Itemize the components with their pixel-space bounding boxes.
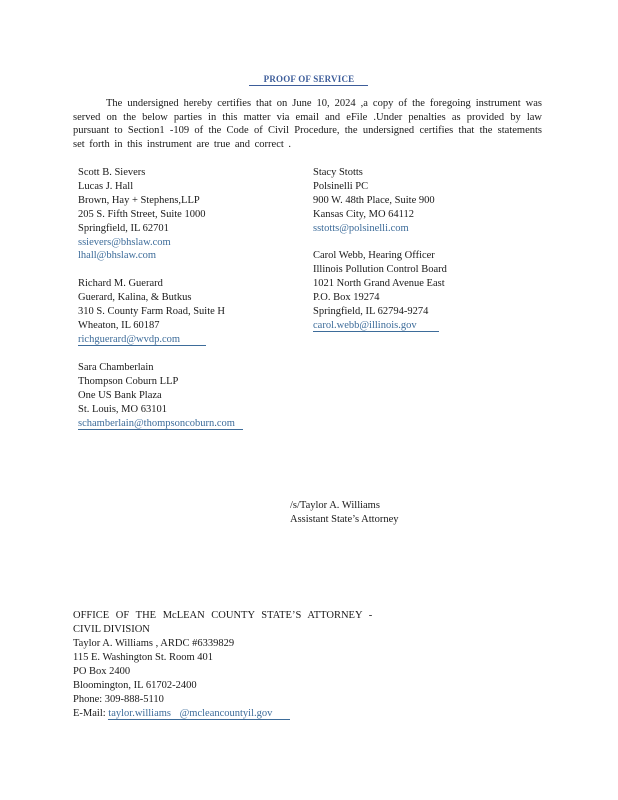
party-email-link[interactable]: schamberlain@thompsoncoburn.com	[78, 418, 243, 430]
party-line: Carol Webb, Hearing Officer	[313, 250, 435, 261]
signature-name: /s/Taylor A. Williams	[290, 500, 380, 511]
office-street: 115 E. Washington St. Room 401	[73, 652, 214, 663]
party-line: Richard M. Guerard	[78, 278, 163, 289]
party-line: Scott B. Sievers	[78, 167, 146, 178]
party-email-link[interactable]: lhall@bhslaw.com	[78, 250, 157, 262]
party-line: Kansas City, MO 64112	[313, 208, 415, 220]
party-line: 205 S. Fifth Street, Suite 1000	[78, 208, 206, 220]
party-line: 310 S. County Farm Road, Suite H	[78, 305, 226, 317]
document-title: PROOF OF SERVICE	[263, 74, 355, 84]
party-line: Guerard, Kalina, & Butkus	[78, 291, 192, 303]
party-block-webb	[313, 249, 447, 332]
party-line: Wheaton, IL 60187	[78, 319, 160, 331]
party-block-guerard	[78, 277, 225, 347]
party-email-link[interactable]: sstotts@polsinelli.com	[313, 222, 409, 234]
party-line: 1021 North Grand Avenue East	[313, 277, 445, 289]
party-line: Springfield, IL 62794-9274	[313, 305, 429, 317]
party-line: Thompson Coburn LLP	[78, 375, 179, 387]
office-email-label: E-Mail:	[73, 708, 106, 719]
party-line: P.O. Box 19274	[313, 291, 380, 303]
certification-text: The undersigned hereby certifies that on June 10, 2024 ,a copy of the foregoing instrument was served on the below parties in this matter via email and eFile .Under penalties as provided by law pursuant to Section1 -109 of the Code of Civil Procedure, the undersigned certifies that the statements set forth in this instrument are true and correct .	[73, 98, 542, 150]
office-phone: Phone: 309-888-5110	[73, 694, 164, 705]
party-line: Lucas J. Hall	[78, 180, 134, 192]
party-block-chamberlain	[78, 361, 243, 431]
office-po-box: PO Box 2400	[73, 666, 131, 677]
party-line: Sara Chamberlain	[78, 362, 154, 373]
party-line: Illinois Pollution Control Board	[313, 263, 447, 275]
party-email-link[interactable]: ssievers@bhslaw.com	[78, 236, 171, 248]
party-block-sievers-hall	[78, 166, 205, 263]
certification-paragraph	[73, 97, 542, 151]
party-line: One US Bank Plaza	[78, 389, 162, 401]
party-line: St. Louis, MO 63101	[78, 403, 167, 415]
office-attorney-ardc: Taylor A. Williams , ARDC #6339829	[73, 638, 235, 649]
office-block	[73, 609, 372, 721]
party-block-stotts	[313, 166, 435, 236]
office-city: Bloomington, IL 61702-2400	[73, 680, 197, 691]
party-line: Stacy Stotts	[313, 167, 363, 178]
office-heading: OFFICE OF THE McLEAN COUNTY STATE’S ATTORNEY -	[73, 610, 373, 621]
party-line: Brown, Hay + Stephens,LLP	[78, 194, 200, 206]
signature-block	[290, 499, 399, 527]
title-underline	[249, 85, 368, 86]
party-email-link[interactable]: carol.webb@illinois.gov	[313, 320, 439, 332]
party-email-link[interactable]: richguerard@wvdp.com	[78, 334, 206, 346]
signature-title: Assistant State’s Attorney	[290, 514, 399, 525]
party-line: Polsinelli PC	[313, 180, 369, 192]
party-line: 900 W. 48th Place, Suite 900	[313, 194, 435, 206]
office-division: CIVIL DIVISION	[73, 624, 150, 635]
office-email-link[interactable]: taylor.williams @mcleancountyil.gov	[108, 708, 290, 720]
party-line: Springfield, IL 62701	[78, 222, 169, 234]
